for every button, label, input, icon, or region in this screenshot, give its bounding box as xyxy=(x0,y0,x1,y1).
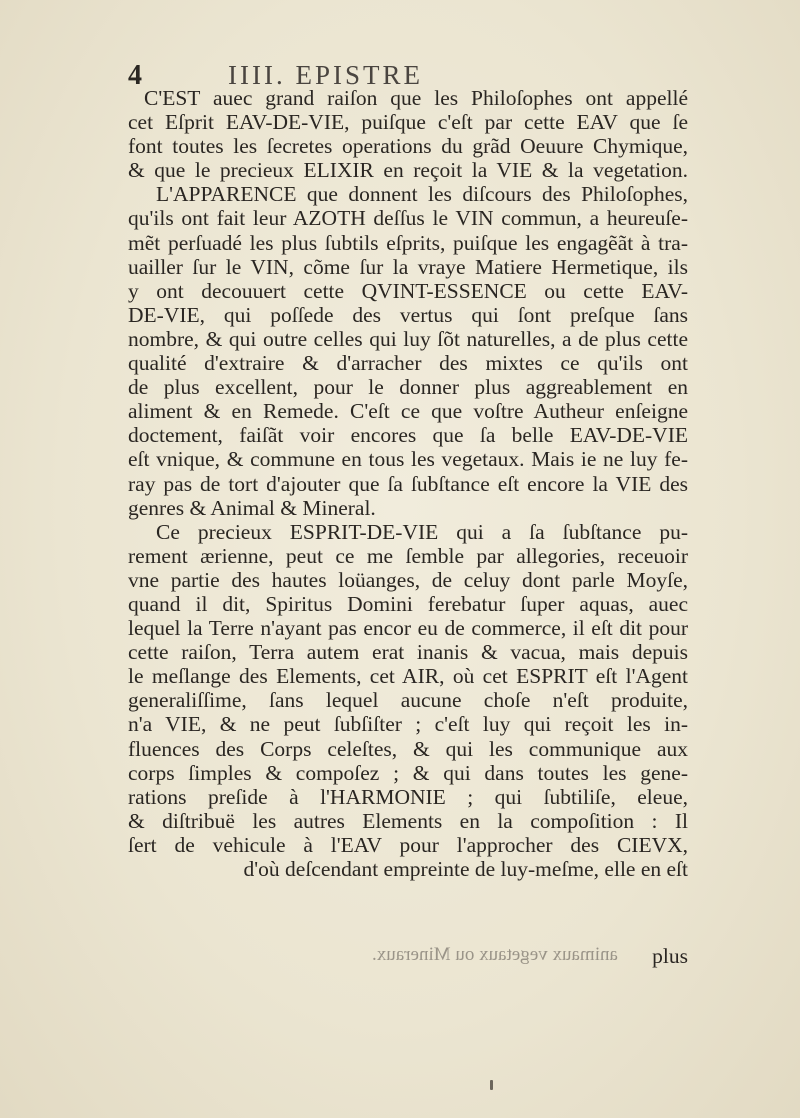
text-line: genres & Animal & Mineral. xyxy=(128,495,376,520)
text-line: font toutes les ſecretes operations du grãd Oeuure Chymique, xyxy=(128,134,688,159)
text-line: DE-VIE, qui poſſede des vertus qui ſont preſque ſans xyxy=(128,302,688,327)
text-line: doctement, faiſãt voir encores que ſa belle EAV-DE-VIE xyxy=(128,423,688,448)
ink-speck xyxy=(490,1080,493,1090)
text-line: d'où deſcendant empreinte de luy-meſme, elle en eſt xyxy=(243,857,688,881)
page-number: 4 xyxy=(128,60,145,91)
text-line: lequel la Terre n'ayant pas encor eu de commerce, il eſt dit pour xyxy=(128,616,688,641)
text-line: rations preſide à l'HARMONIE ; qui ſubtiliſe, eleue, xyxy=(128,784,688,809)
text-line: & diſtribuë les autres Elements en la compoſition : Il xyxy=(128,808,688,833)
text-line: corps ſimples & compoſez ; & qui dans toutes les gene- xyxy=(128,760,688,785)
text-line: aliment & en Remede. C'eſt ce que voſtre Autheur enſeigne xyxy=(128,399,688,424)
text-line: n'a VIE, & ne peut ſubſiſter ; c'eſt luy qui reçoit les in- xyxy=(128,712,688,737)
text-line: uailler ſur le VIN, cõme ſur la vraye Matiere Hermetique, ils xyxy=(128,254,688,279)
text-line: rement ærienne, peut ce me ſemble par allegories, receuoir xyxy=(128,543,688,568)
page-footer xyxy=(128,944,688,970)
text-line: Ce precieux ESPRIT-DE-VIE qui a ſa ſubſtance pu- xyxy=(156,519,688,544)
epistle-text xyxy=(128,86,688,881)
text-line: vne partie des hautes loüanges, de celuy dont parle Moyſe, xyxy=(128,567,688,592)
text-line: mẽt perſuadé les plus ſubtils eſprits, puiſque les engagẽãt à tra- xyxy=(128,230,688,255)
text-line: quand il dit, Spiritus Domini ferebatur ſuper aquas, auec xyxy=(128,591,688,616)
running-title: IIII. EPISTRE xyxy=(228,60,423,90)
text-line: qualité d'extraire & d'arracher des mixtes ce qu'ils ont xyxy=(128,351,688,376)
text-line: le meſlange des Elements, cet AIR, où cet ESPRIT eſt l'Agent xyxy=(128,664,688,689)
text-line: L'APPARENCE que donnent les diſcours des Philoſophes, xyxy=(156,182,688,207)
text-line: eſt vnique, & commune en tous les vegetaux. Mais ie ne luy fe- xyxy=(128,447,688,472)
text-line: cet Eſprit EAV-DE-VIE, puiſque c'eſt par cette EAV que ſe xyxy=(128,110,688,135)
text-line: C'EST auec grand raiſon que les Philoſophes ont appellé xyxy=(144,86,688,110)
text-line: y ont decouuert cette QVINT-ESSENCE ou cette EAV- xyxy=(128,278,688,303)
text-line: fluences des Corps celeſtes, & qui les communique aux xyxy=(128,736,688,761)
text-line: de plus excellent, pour le donner plus aggreablement en xyxy=(128,375,688,400)
text-line: ray pas de tort d'ajouter que ſa ſubſtance eſt encore la VIE des xyxy=(128,471,688,496)
text-line: nombre, & qui outre celles qui luy ſõt naturelles, a de plus cette xyxy=(128,326,688,351)
text-line: qu'ils ont fait leur AZOTH deſſus le VIN commun, a heureuſe- xyxy=(128,206,688,231)
text-line: & que le precieux ELIXIR en reçoit la VIE & la vegetation. xyxy=(128,158,688,183)
show-through-text: animaux vegetaux ou Mineraux. xyxy=(372,944,618,965)
text-line: generaliſſime, ſans lequel aucune choſe n'eſt produite, xyxy=(128,688,688,713)
text-line: cette raiſon, Terra autem erat inanis & vacua, mais depuis xyxy=(128,640,688,665)
text-line: ſert de vehicule à l'EAV pour l'approcher des CIEVX, xyxy=(128,832,688,857)
catchword: plus xyxy=(652,944,688,968)
